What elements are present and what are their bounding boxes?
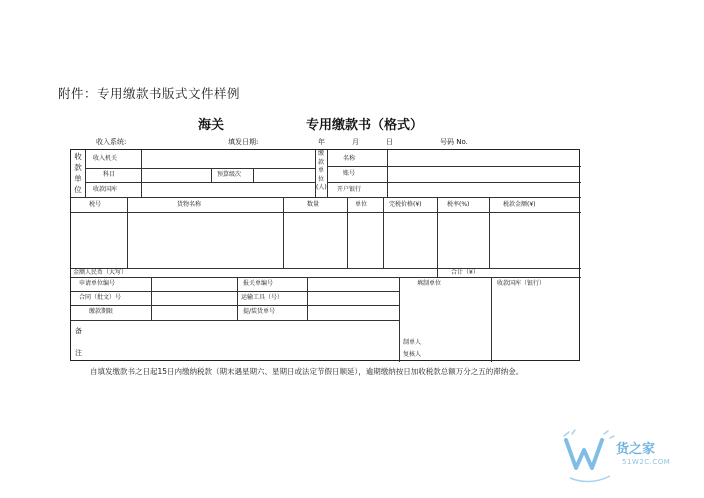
- goods-header-goods-name: 货物名称: [177, 201, 202, 208]
- receipt-system-label: 收入系统:: [96, 138, 127, 146]
- payer-vertical-5: (人): [316, 184, 327, 191]
- declaration-number-label: 报关单编号: [243, 280, 274, 287]
- watermark-brand: 货之家: [616, 442, 656, 457]
- reviewer-label: 复核人: [403, 351, 422, 358]
- collector-vertical-2: 款: [74, 163, 82, 172]
- watermark: [560, 420, 700, 492]
- budget-level-label: 预算级次: [217, 171, 242, 178]
- form-title: 专用缴款书（格式）: [306, 118, 424, 133]
- number-label: 号码 No.: [440, 138, 468, 146]
- payer-row-2: 账号: [343, 170, 356, 177]
- goods-header-tax-number: 税号: [89, 201, 102, 208]
- form-title-customs: 海关: [198, 118, 225, 133]
- payer-vertical-2: 款: [317, 158, 324, 166]
- watermark-url: 51W2C.COM: [622, 458, 671, 466]
- transport-number-label: 运输工具（号）: [241, 294, 284, 301]
- attachment-caption: 附件：专用缴款书版式文件样例: [58, 86, 241, 101]
- remarks-char-1: 备: [75, 327, 82, 335]
- payer-row-3: 开户银行: [337, 186, 362, 193]
- year-label: 年: [318, 138, 325, 146]
- collector-row-1: 收入机关: [93, 155, 118, 162]
- bill-of-lading-label: 提/装货单号: [243, 308, 276, 315]
- goods-header-duty-price: 完税价格(¥): [389, 201, 422, 208]
- collector-row-2: 科目: [103, 171, 116, 178]
- goods-header-quantity: 数量: [307, 201, 320, 208]
- collector-vertical-3: 单: [74, 174, 82, 183]
- payer-vertical-1: 缴: [317, 150, 324, 157]
- contract-number-label: 合同（批文）号: [79, 294, 122, 301]
- applicant-unit-number-label: 申请单位编号: [79, 280, 116, 287]
- goods-header-unit: 单位: [355, 201, 368, 208]
- form-table: [70, 149, 580, 361]
- payment-form: [70, 113, 582, 363]
- issue-date-label: 填发日期:: [228, 138, 259, 146]
- watermark-logo-icon: [560, 428, 620, 488]
- day-label: 日: [386, 138, 393, 146]
- receiving-bank-label: 收款国库（银行）: [497, 280, 546, 287]
- collector-vertical-4: 位: [74, 185, 82, 194]
- total-label: 合计（¥）: [451, 269, 479, 276]
- preparer-label: 制单人: [403, 339, 422, 346]
- month-label: 月: [352, 138, 359, 146]
- collector-row-3: 收款国库: [93, 186, 118, 193]
- goods-header-tax-rate: 税率(%): [447, 201, 470, 208]
- payer-vertical-4: 位: [317, 175, 324, 183]
- collector-vertical-1: 收: [74, 152, 82, 161]
- payer-row-1: 名称: [343, 155, 356, 162]
- remarks-char-2: 注: [75, 349, 82, 357]
- issuer-unit-label: 填制单位: [417, 280, 442, 287]
- goods-header-tax-amount: 税款金额(¥): [503, 201, 536, 208]
- amount-in-words-label: 金额人民币（大写）: [73, 269, 128, 276]
- payment-deadline-label: 缴款期限: [89, 308, 114, 315]
- payment-footnote: 自填发缴款书之日起15日内缴纳税款（期末遇星期六、星期日或法定节假日顺延），逾期缴纳按日加收税款总额万分之五的滞纳金。: [90, 367, 524, 376]
- payer-vertical-3: 单: [317, 167, 324, 174]
